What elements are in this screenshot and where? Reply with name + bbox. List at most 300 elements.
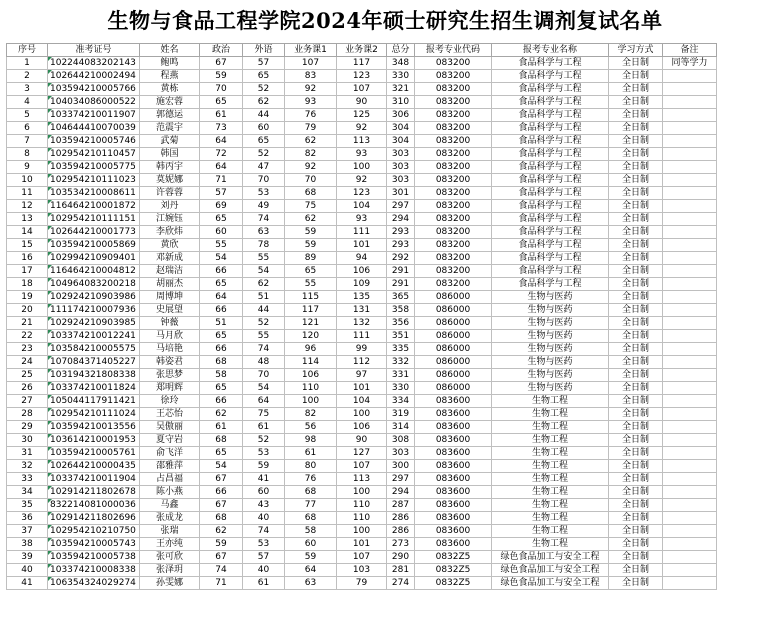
major-name-cell[interactable]: 食品科学与工程 [492,278,609,291]
total-cell[interactable]: 293 [387,226,415,239]
subject-1-cell[interactable]: 98 [285,434,337,447]
foreign-language-cell[interactable]: 60 [243,122,285,135]
total-cell[interactable]: 294 [387,486,415,499]
foreign-language-cell[interactable]: 74 [243,343,285,356]
subject-1-cell[interactable]: 55 [285,278,337,291]
index-cell[interactable]: 11 [7,187,48,200]
index-cell[interactable]: 36 [7,512,48,525]
politics-cell[interactable]: 65 [200,382,243,395]
foreign-language-cell[interactable]: 61 [243,421,285,434]
subject-1-cell[interactable]: 100 [285,395,337,408]
exam-id-cell[interactable]: 103594210005738 [48,551,140,564]
total-cell[interactable]: 273 [387,538,415,551]
major-name-cell[interactable]: 食品科学与工程 [492,174,609,187]
exam-id-cell[interactable]: 102644210001773 [48,226,140,239]
study-mode-cell[interactable]: 全日制 [609,265,663,278]
remark-cell[interactable] [663,577,717,590]
study-mode-cell[interactable]: 全日制 [609,148,663,161]
total-cell[interactable]: 291 [387,278,415,291]
index-cell[interactable]: 7 [7,135,48,148]
major-name-cell[interactable]: 绿色食品加工与安全工程 [492,564,609,577]
exam-id-cell[interactable]: 102954210111024 [48,408,140,421]
exam-id-cell[interactable]: 103534210008611 [48,187,140,200]
foreign-language-cell[interactable]: 70 [243,174,285,187]
remark-cell[interactable] [663,473,717,486]
total-cell[interactable]: 330 [387,70,415,83]
name-cell[interactable]: 邵雅萍 [140,460,200,473]
foreign-language-cell[interactable]: 55 [243,330,285,343]
major-code-cell[interactable]: 083200 [415,57,492,70]
col-subject-1-header[interactable]: 业务课1 [285,44,337,57]
subject-2-cell[interactable]: 127 [337,447,387,460]
index-cell[interactable]: 15 [7,239,48,252]
major-name-cell[interactable]: 生物工程 [492,538,609,551]
major-code-cell[interactable]: 083600 [415,499,492,512]
name-cell[interactable]: 吴傲丽 [140,421,200,434]
remark-cell[interactable] [663,200,717,213]
total-cell[interactable]: 297 [387,200,415,213]
col-major-name-header[interactable]: 报考专业名称 [492,44,609,57]
subject-1-cell[interactable]: 63 [285,577,337,590]
major-code-cell[interactable]: 086000 [415,304,492,317]
subject-2-cell[interactable]: 92 [337,122,387,135]
major-code-cell[interactable]: 086000 [415,382,492,395]
subject-1-cell[interactable]: 92 [285,83,337,96]
exam-id-cell[interactable]: 103374210012241 [48,330,140,343]
study-mode-cell[interactable]: 全日制 [609,330,663,343]
name-cell[interactable]: 黄栋 [140,83,200,96]
col-name-header[interactable]: 姓名 [140,44,200,57]
name-cell[interactable]: 武菊 [140,135,200,148]
remark-cell[interactable] [663,538,717,551]
major-code-cell[interactable]: 086000 [415,291,492,304]
major-code-cell[interactable]: 083600 [415,447,492,460]
subject-1-cell[interactable]: 76 [285,109,337,122]
subject-2-cell[interactable]: 103 [337,564,387,577]
exam-id-cell[interactable]: 102244083202143 [48,57,140,70]
politics-cell[interactable]: 71 [200,174,243,187]
foreign-language-cell[interactable]: 65 [243,70,285,83]
subject-1-cell[interactable]: 62 [285,213,337,226]
study-mode-cell[interactable]: 全日制 [609,161,663,174]
exam-id-cell[interactable]: 102914211802696 [48,512,140,525]
major-code-cell[interactable]: 083600 [415,408,492,421]
exam-id-cell[interactable]: 104034086000522 [48,96,140,109]
major-name-cell[interactable]: 食品科学与工程 [492,96,609,109]
subject-1-cell[interactable]: 65 [285,265,337,278]
major-name-cell[interactable]: 食品科学与工程 [492,200,609,213]
total-cell[interactable]: 303 [387,161,415,174]
name-cell[interactable]: 施宏蓉 [140,96,200,109]
exam-id-cell[interactable]: 102924210903986 [48,291,140,304]
name-cell[interactable]: 许蓉蓉 [140,187,200,200]
subject-2-cell[interactable]: 106 [337,265,387,278]
major-name-cell[interactable]: 绿色食品加工与安全工程 [492,551,609,564]
name-cell[interactable]: 马培艳 [140,343,200,356]
politics-cell[interactable]: 71 [200,577,243,590]
study-mode-cell[interactable]: 全日制 [609,174,663,187]
remark-cell[interactable] [663,252,717,265]
remark-cell[interactable] [663,213,717,226]
exam-id-cell[interactable]: 103594210005869 [48,239,140,252]
index-cell[interactable]: 28 [7,408,48,421]
foreign-language-cell[interactable]: 53 [243,187,285,200]
total-cell[interactable]: 293 [387,239,415,252]
politics-cell[interactable]: 67 [200,473,243,486]
major-code-cell[interactable]: 083200 [415,239,492,252]
col-study-mode-header[interactable]: 学习方式 [609,44,663,57]
major-name-cell[interactable]: 食品科学与工程 [492,135,609,148]
total-cell[interactable]: 321 [387,83,415,96]
subject-2-cell[interactable]: 100 [337,486,387,499]
major-code-cell[interactable]: 083200 [415,161,492,174]
foreign-language-cell[interactable]: 52 [243,83,285,96]
major-name-cell[interactable]: 生物工程 [492,434,609,447]
total-cell[interactable]: 310 [387,96,415,109]
index-cell[interactable]: 23 [7,343,48,356]
name-cell[interactable]: 江婉钰 [140,213,200,226]
subject-1-cell[interactable]: 70 [285,174,337,187]
subject-1-cell[interactable]: 89 [285,252,337,265]
major-name-cell[interactable]: 生物与医药 [492,304,609,317]
subject-2-cell[interactable]: 111 [337,226,387,239]
remark-cell[interactable] [663,291,717,304]
politics-cell[interactable]: 61 [200,109,243,122]
study-mode-cell[interactable]: 全日制 [609,577,663,590]
study-mode-cell[interactable]: 全日制 [609,408,663,421]
politics-cell[interactable]: 66 [200,486,243,499]
study-mode-cell[interactable]: 全日制 [609,382,663,395]
remark-cell[interactable]: 同等学力 [663,57,717,70]
major-name-cell[interactable]: 生物工程 [492,512,609,525]
exam-id-cell[interactable]: 103594210005775 [48,161,140,174]
index-cell[interactable]: 38 [7,538,48,551]
major-code-cell[interactable]: 083600 [415,460,492,473]
name-cell[interactable]: 韩丙宇 [140,161,200,174]
major-name-cell[interactable]: 生物工程 [492,408,609,421]
remark-cell[interactable] [663,148,717,161]
study-mode-cell[interactable]: 全日制 [609,525,663,538]
exam-id-cell[interactable]: 107084371405227 [48,356,140,369]
politics-cell[interactable]: 59 [200,538,243,551]
name-cell[interactable]: 钟薇 [140,317,200,330]
total-cell[interactable]: 308 [387,434,415,447]
name-cell[interactable]: 胡丽杰 [140,278,200,291]
study-mode-cell[interactable]: 全日制 [609,70,663,83]
politics-cell[interactable]: 58 [200,369,243,382]
major-code-cell[interactable]: 086000 [415,330,492,343]
politics-cell[interactable]: 51 [200,317,243,330]
remark-cell[interactable] [663,564,717,577]
index-cell[interactable]: 17 [7,265,48,278]
major-name-cell[interactable]: 食品科学与工程 [492,57,609,70]
remark-cell[interactable] [663,161,717,174]
major-code-cell[interactable]: 083200 [415,226,492,239]
study-mode-cell[interactable]: 全日制 [609,57,663,70]
subject-2-cell[interactable]: 109 [337,278,387,291]
major-code-cell[interactable]: 083200 [415,148,492,161]
foreign-language-cell[interactable]: 57 [243,57,285,70]
total-cell[interactable]: 335 [387,343,415,356]
exam-id-cell[interactable]: 102954210110457 [48,148,140,161]
major-code-cell[interactable]: 083200 [415,135,492,148]
study-mode-cell[interactable]: 全日制 [609,551,663,564]
index-cell[interactable]: 9 [7,161,48,174]
subject-2-cell[interactable]: 101 [337,382,387,395]
foreign-language-cell[interactable]: 52 [243,148,285,161]
subject-2-cell[interactable]: 131 [337,304,387,317]
subject-1-cell[interactable]: 110 [285,382,337,395]
politics-cell[interactable]: 59 [200,70,243,83]
exam-id-cell[interactable]: 102644210000435 [48,460,140,473]
subject-1-cell[interactable]: 106 [285,369,337,382]
major-code-cell[interactable]: 083600 [415,512,492,525]
study-mode-cell[interactable]: 全日制 [609,278,663,291]
subject-2-cell[interactable]: 100 [337,161,387,174]
name-cell[interactable]: 马月欣 [140,330,200,343]
exam-id-cell[interactable]: 102994210909401 [48,252,140,265]
study-mode-cell[interactable]: 全日制 [609,317,663,330]
study-mode-cell[interactable]: 全日制 [609,109,663,122]
major-code-cell[interactable]: 0832Z5 [415,564,492,577]
total-cell[interactable]: 291 [387,265,415,278]
study-mode-cell[interactable]: 全日制 [609,434,663,447]
remark-cell[interactable] [663,382,717,395]
subject-2-cell[interactable]: 123 [337,187,387,200]
exam-id-cell[interactable]: 103594210005761 [48,447,140,460]
major-name-cell[interactable]: 生物与医药 [492,330,609,343]
major-code-cell[interactable]: 083200 [415,278,492,291]
foreign-language-cell[interactable]: 57 [243,551,285,564]
total-cell[interactable]: 358 [387,304,415,317]
name-cell[interactable]: 徐玲 [140,395,200,408]
name-cell[interactable]: 马鑫 [140,499,200,512]
major-name-cell[interactable]: 生物与医药 [492,382,609,395]
study-mode-cell[interactable]: 全日制 [609,564,663,577]
index-cell[interactable]: 10 [7,174,48,187]
total-cell[interactable]: 287 [387,499,415,512]
major-code-cell[interactable]: 083600 [415,538,492,551]
major-name-cell[interactable]: 食品科学与工程 [492,83,609,96]
major-code-cell[interactable]: 083200 [415,265,492,278]
total-cell[interactable]: 303 [387,447,415,460]
name-cell[interactable]: 郭德运 [140,109,200,122]
remark-cell[interactable] [663,330,717,343]
index-cell[interactable]: 13 [7,213,48,226]
foreign-language-cell[interactable]: 51 [243,291,285,304]
major-name-cell[interactable]: 食品科学与工程 [492,161,609,174]
name-cell[interactable]: 范震宇 [140,122,200,135]
col-subject-2-header[interactable]: 业务课2 [337,44,387,57]
study-mode-cell[interactable]: 全日制 [609,122,663,135]
major-code-cell[interactable]: 083200 [415,96,492,109]
col-foreign-language-header[interactable]: 外语 [243,44,285,57]
major-code-cell[interactable]: 086000 [415,369,492,382]
total-cell[interactable]: 351 [387,330,415,343]
exam-id-cell[interactable]: 104644410070039 [48,122,140,135]
major-code-cell[interactable]: 086000 [415,356,492,369]
major-code-cell[interactable]: 0832Z5 [415,577,492,590]
exam-id-cell[interactable]: 116464210001872 [48,200,140,213]
col-remark-header[interactable]: 备注 [663,44,717,57]
subject-2-cell[interactable]: 93 [337,148,387,161]
subject-1-cell[interactable]: 59 [285,226,337,239]
major-name-cell[interactable]: 食品科学与工程 [492,226,609,239]
remark-cell[interactable] [663,304,717,317]
name-cell[interactable]: 张可欣 [140,551,200,564]
foreign-language-cell[interactable]: 78 [243,239,285,252]
foreign-language-cell[interactable]: 74 [243,213,285,226]
index-cell[interactable]: 18 [7,278,48,291]
major-name-cell[interactable]: 食品科学与工程 [492,148,609,161]
subject-2-cell[interactable]: 123 [337,70,387,83]
politics-cell[interactable]: 66 [200,265,243,278]
index-cell[interactable]: 35 [7,499,48,512]
study-mode-cell[interactable]: 全日制 [609,252,663,265]
subject-2-cell[interactable]: 93 [337,213,387,226]
exam-id-cell[interactable]: 102954210210750 [48,525,140,538]
index-cell[interactable]: 25 [7,369,48,382]
subject-2-cell[interactable]: 104 [337,395,387,408]
subject-1-cell[interactable]: 121 [285,317,337,330]
major-code-cell[interactable]: 086000 [415,343,492,356]
index-cell[interactable]: 2 [7,70,48,83]
name-cell[interactable]: 莫妮娜 [140,174,200,187]
study-mode-cell[interactable]: 全日制 [609,447,663,460]
subject-1-cell[interactable]: 60 [285,538,337,551]
politics-cell[interactable]: 70 [200,83,243,96]
study-mode-cell[interactable]: 全日制 [609,239,663,252]
exam-id-cell[interactable]: 103584210005575 [48,343,140,356]
name-cell[interactable]: 周博坤 [140,291,200,304]
name-cell[interactable]: 王亦纯 [140,538,200,551]
foreign-language-cell[interactable]: 74 [243,525,285,538]
subject-1-cell[interactable]: 83 [285,70,337,83]
name-cell[interactable]: 张成龙 [140,512,200,525]
politics-cell[interactable]: 54 [200,460,243,473]
subject-1-cell[interactable]: 82 [285,148,337,161]
name-cell[interactable]: 夏守岩 [140,434,200,447]
index-cell[interactable]: 19 [7,291,48,304]
total-cell[interactable]: 303 [387,148,415,161]
major-name-cell[interactable]: 生物工程 [492,525,609,538]
foreign-language-cell[interactable]: 75 [243,408,285,421]
index-cell[interactable]: 3 [7,83,48,96]
major-code-cell[interactable]: 083600 [415,525,492,538]
subject-1-cell[interactable]: 59 [285,551,337,564]
remark-cell[interactable] [663,408,717,421]
remark-cell[interactable] [663,395,717,408]
total-cell[interactable]: 334 [387,395,415,408]
index-cell[interactable]: 39 [7,551,48,564]
subject-2-cell[interactable]: 107 [337,460,387,473]
subject-2-cell[interactable]: 110 [337,512,387,525]
remark-cell[interactable] [663,512,717,525]
remark-cell[interactable] [663,447,717,460]
subject-2-cell[interactable]: 100 [337,525,387,538]
subject-1-cell[interactable]: 56 [285,421,337,434]
name-cell[interactable]: 刘丹 [140,200,200,213]
major-code-cell[interactable]: 083200 [415,70,492,83]
total-cell[interactable]: 331 [387,369,415,382]
index-cell[interactable]: 14 [7,226,48,239]
index-cell[interactable]: 1 [7,57,48,70]
subject-2-cell[interactable]: 110 [337,499,387,512]
subject-1-cell[interactable]: 58 [285,525,337,538]
subject-1-cell[interactable]: 76 [285,473,337,486]
exam-id-cell[interactable]: 103594210005746 [48,135,140,148]
major-code-cell[interactable]: 083200 [415,187,492,200]
total-cell[interactable]: 301 [387,187,415,200]
foreign-language-cell[interactable]: 47 [243,161,285,174]
major-code-cell[interactable]: 083200 [415,109,492,122]
major-code-cell[interactable]: 083200 [415,252,492,265]
major-code-cell[interactable]: 083600 [415,421,492,434]
remark-cell[interactable] [663,460,717,473]
subject-2-cell[interactable]: 125 [337,109,387,122]
remark-cell[interactable] [663,265,717,278]
foreign-language-cell[interactable]: 65 [243,135,285,148]
foreign-language-cell[interactable]: 41 [243,473,285,486]
remark-cell[interactable] [663,551,717,564]
foreign-language-cell[interactable]: 53 [243,447,285,460]
exam-id-cell[interactable]: 832214081000036 [48,499,140,512]
index-cell[interactable]: 4 [7,96,48,109]
remark-cell[interactable] [663,317,717,330]
subject-2-cell[interactable]: 104 [337,200,387,213]
foreign-language-cell[interactable]: 61 [243,577,285,590]
total-cell[interactable]: 304 [387,122,415,135]
major-code-cell[interactable]: 0832Z5 [415,551,492,564]
politics-cell[interactable]: 62 [200,525,243,538]
major-code-cell[interactable]: 083200 [415,83,492,96]
foreign-language-cell[interactable]: 48 [243,356,285,369]
total-cell[interactable]: 348 [387,57,415,70]
major-name-cell[interactable]: 食品科学与工程 [492,187,609,200]
name-cell[interactable]: 黄欣 [140,239,200,252]
exam-id-cell[interactable]: 103594210013556 [48,421,140,434]
study-mode-cell[interactable]: 全日制 [609,356,663,369]
col-politics-header[interactable]: 政治 [200,44,243,57]
major-name-cell[interactable]: 食品科学与工程 [492,213,609,226]
major-name-cell[interactable]: 生物工程 [492,421,609,434]
politics-cell[interactable]: 64 [200,291,243,304]
exam-id-cell[interactable]: 103374210008338 [48,564,140,577]
foreign-language-cell[interactable]: 44 [243,109,285,122]
foreign-language-cell[interactable]: 64 [243,395,285,408]
study-mode-cell[interactable]: 全日制 [609,499,663,512]
name-cell[interactable]: 程燕 [140,70,200,83]
subject-1-cell[interactable]: 115 [285,291,337,304]
name-cell[interactable]: 王芯怡 [140,408,200,421]
major-name-cell[interactable]: 食品科学与工程 [492,70,609,83]
politics-cell[interactable]: 68 [200,512,243,525]
index-cell[interactable]: 22 [7,330,48,343]
total-cell[interactable]: 294 [387,213,415,226]
subject-2-cell[interactable]: 90 [337,96,387,109]
major-name-cell[interactable]: 生物工程 [492,447,609,460]
subject-1-cell[interactable]: 79 [285,122,337,135]
politics-cell[interactable]: 66 [200,304,243,317]
index-cell[interactable]: 21 [7,317,48,330]
total-cell[interactable]: 274 [387,577,415,590]
politics-cell[interactable]: 69 [200,200,243,213]
foreign-language-cell[interactable]: 52 [243,317,285,330]
major-name-cell[interactable]: 食品科学与工程 [492,239,609,252]
major-name-cell[interactable]: 食品科学与工程 [492,265,609,278]
total-cell[interactable]: 319 [387,408,415,421]
politics-cell[interactable]: 64 [200,135,243,148]
